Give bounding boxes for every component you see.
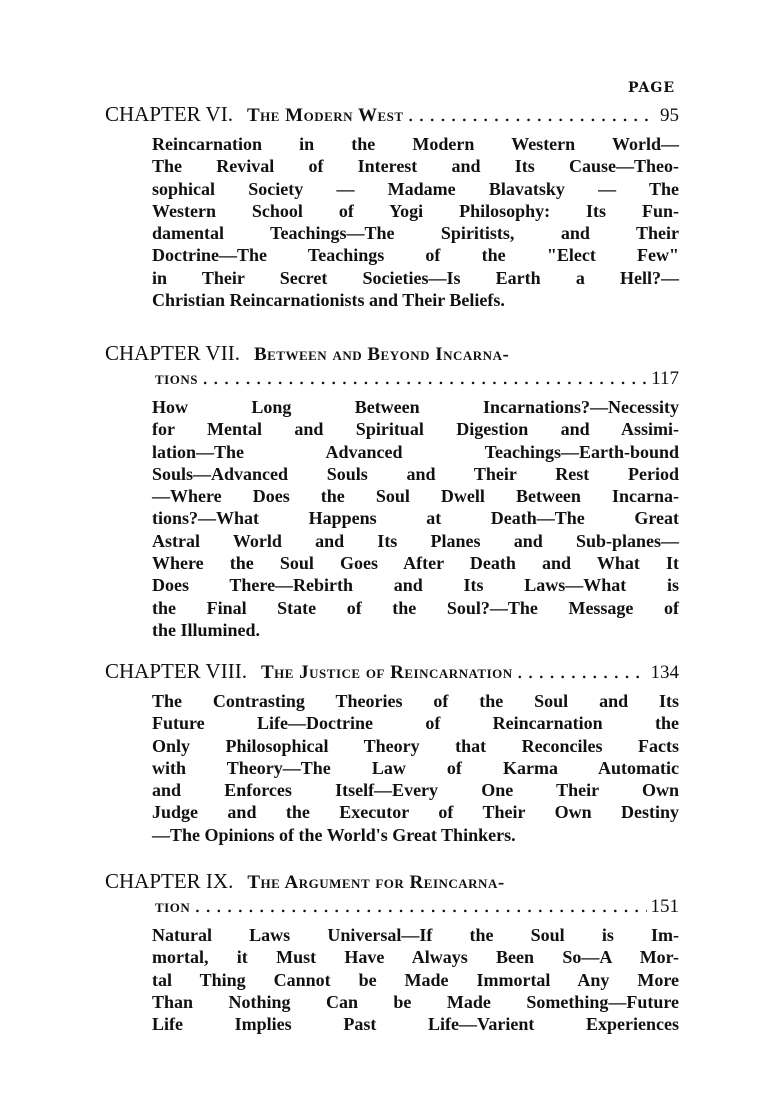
dot-leader bbox=[202, 366, 647, 388]
chapter-title: The Argument for Reincarna- bbox=[247, 872, 505, 893]
chapter-summary bbox=[152, 133, 679, 311]
chapter-number: CHAPTER VII. bbox=[105, 341, 240, 365]
summary-line: Only Philosophical Theory that Reconciles Facts bbox=[152, 735, 679, 756]
summary-line: Souls—Advanced Souls and Their Rest Period bbox=[152, 463, 679, 484]
summary-line: the Final State of the Soul?—The Message of bbox=[152, 597, 679, 618]
summary-line: Than Nothing Can be Made Something—Future bbox=[152, 991, 679, 1012]
summary-line: Where the Soul Goes After Death and What It bbox=[152, 553, 679, 574]
summary-line: Astral World and Its Planes and Sub-planes— bbox=[152, 530, 679, 551]
chapter-heading-continued bbox=[105, 894, 679, 918]
summary-line: tal Thing Cannot be Made Immortal Any More bbox=[152, 969, 679, 990]
toc-entry bbox=[105, 660, 679, 846]
summary-line: Natural Laws Universal—If the Soul is Im- bbox=[152, 925, 679, 945]
chapter-number: CHAPTER IX. bbox=[105, 869, 234, 893]
summary-line: —Where Does the Soul Dwell Between Incarna- bbox=[152, 486, 679, 507]
summary-line: The Contrasting Theories of the Soul and Its bbox=[152, 691, 679, 711]
summary-line: in Their Secret Societies—Is Earth a Hell?— bbox=[152, 267, 679, 288]
summary-line: Life Implies Past Life—Varient Experiences bbox=[152, 1014, 679, 1035]
page-number: 95 bbox=[660, 105, 679, 126]
dot-leader bbox=[194, 894, 646, 916]
chapter-title: The Justice of Reincarnation bbox=[260, 662, 513, 683]
chapter-heading bbox=[105, 103, 679, 127]
summary-line: Future Life—Doctrine of Reincarnation the bbox=[152, 713, 679, 734]
summary-line: lation—The Advanced Teachings—Earth-bound bbox=[152, 441, 679, 462]
summary-line: the Illumined. bbox=[152, 619, 261, 640]
summary-line: Judge and the Executor of Their Own Destiny bbox=[152, 802, 679, 823]
dot-leader bbox=[517, 660, 647, 682]
toc-entry bbox=[105, 870, 679, 1035]
chapter-summary bbox=[152, 396, 679, 641]
summary-line: Doctrine—The Teachings of the "Elect Few" bbox=[152, 245, 679, 266]
summary-line: sophical Society — Madame Blavatsky — The bbox=[152, 178, 679, 199]
chapter-title: Between and Beyond Incarna- bbox=[253, 344, 510, 365]
summary-line: Does There—Rebirth and Its Laws—What is bbox=[152, 575, 679, 596]
summary-line: damental Teachings—The Spiritists, and Their bbox=[152, 223, 679, 244]
page-number: 151 bbox=[650, 896, 679, 917]
page-number: 134 bbox=[650, 662, 679, 683]
summary-line: for Mental and Spiritual Digestion and Assimi- bbox=[152, 419, 679, 440]
page-number: 117 bbox=[651, 368, 679, 389]
chapter-heading bbox=[105, 870, 679, 894]
summary-line: Western School of Yogi Philosophy: Its Fun- bbox=[152, 200, 679, 221]
summary-line: Christian Reincarnationists and Their Beliefs. bbox=[152, 290, 505, 311]
chapter-summary bbox=[152, 690, 679, 846]
summary-line: Reincarnation in the Modern Western World— bbox=[152, 134, 679, 154]
summary-line: and Enforces Itself—Every One Their Own bbox=[152, 780, 679, 801]
chapter-number: CHAPTER VIII. bbox=[105, 659, 247, 683]
toc-entry bbox=[105, 103, 679, 311]
chapter-title-continued: tion bbox=[155, 896, 191, 917]
summary-line: —The Opinions of the World's Great Thinkers. bbox=[152, 824, 516, 845]
chapter-number: CHAPTER VI. bbox=[105, 102, 233, 126]
summary-line: with Theory—The Law of Karma Automatic bbox=[152, 757, 679, 778]
chapter-heading-continued bbox=[105, 366, 679, 390]
chapter-title-continued: tions bbox=[155, 368, 198, 389]
chapter-title: The Modern West bbox=[246, 105, 404, 126]
chapter-summary bbox=[152, 924, 679, 1035]
summary-line: The Revival of Interest and Its Cause—Theo- bbox=[152, 156, 679, 177]
toc-entry bbox=[105, 342, 679, 641]
dot-leader bbox=[408, 103, 656, 125]
summary-line: How Long Between Incarnations?—Necessity bbox=[152, 397, 679, 417]
page-column-label: PAGE bbox=[628, 80, 675, 96]
chapter-heading bbox=[105, 660, 679, 684]
summary-line: mortal, it Must Have Always Been So—A Mor- bbox=[152, 947, 679, 968]
summary-line: tions?—What Happens at Death—The Great bbox=[152, 508, 679, 529]
chapter-heading bbox=[105, 342, 679, 366]
